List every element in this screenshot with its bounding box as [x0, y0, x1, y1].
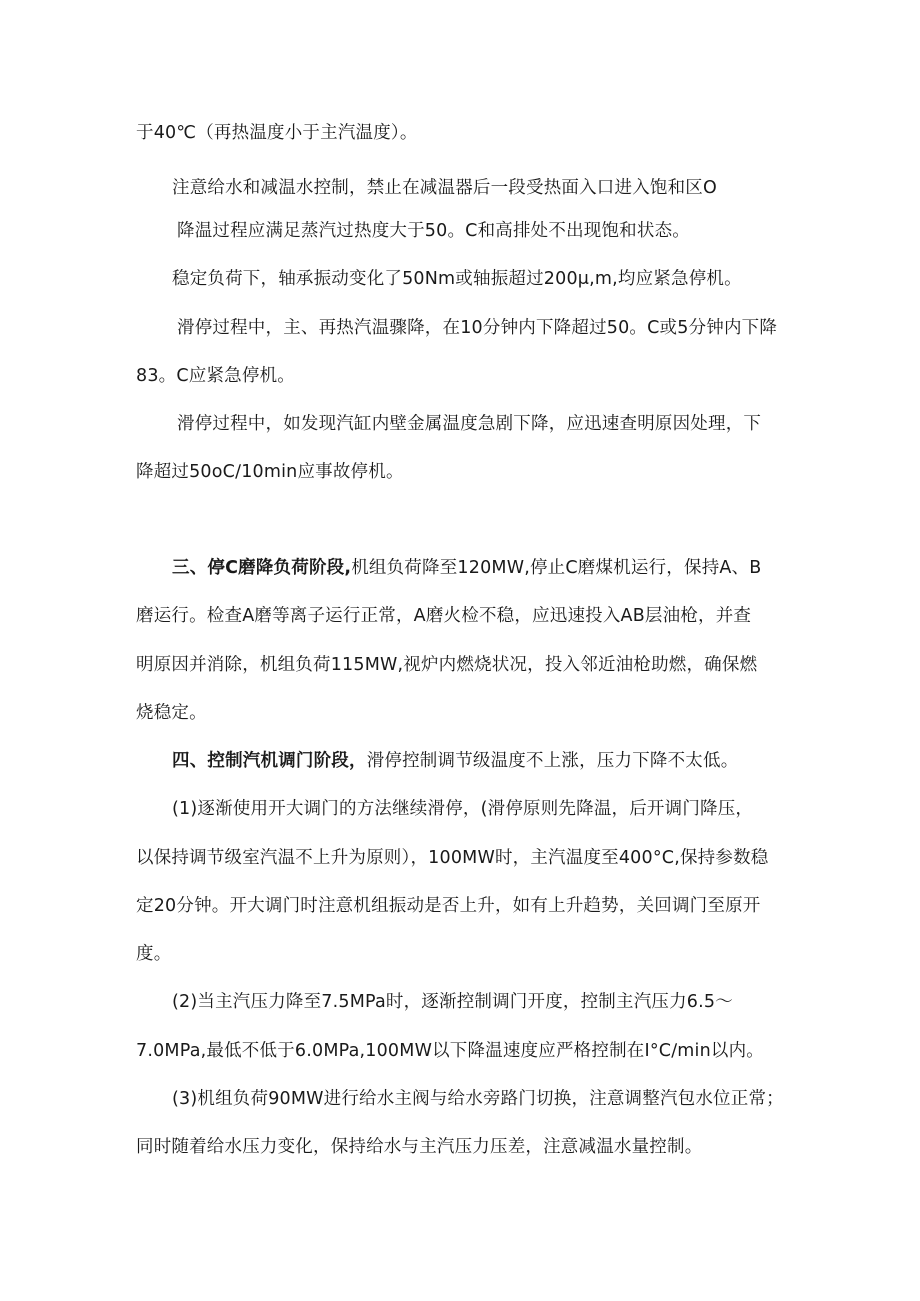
section-three-heading: 三、停C磨降负荷阶段, [172, 558, 352, 578]
paragraph-line: 降温过程应满足蒸汽过热度大于50。C和高排处不出现饱和状态。 [177, 221, 690, 241]
paragraph-line: 以保持调节级室汽温不上升为原则），100MW时，主汽温度至400°C,保持参数稳 [136, 848, 769, 868]
paragraph-line: 滑停过程中，如发现汽缸内壁金属温度急剧下降，应迅速查明原因处理，下 [177, 414, 762, 434]
paragraph-line: 同时随着给水压力变化，保持给水与主汽压力压差，注意减温水量控制。 [136, 1137, 703, 1157]
paragraph-line: (2)当主汽压力降至7.5MPa时，逐渐控制调门开度，控制主汽压力6.5〜 [172, 992, 733, 1012]
paragraph-line: 稳定负荷下，轴承振动变化了50Nm或轴振超过200μ,m,均应紧急停机。 [172, 269, 742, 289]
paragraph-line: 7.0MPa,最低不低于6.0MPa,100MW以下降温速度应严格控制在I°C∕min以内。 [136, 1041, 764, 1061]
section-three-text: 机组负荷降至120MW,停止C磨煤机运行，保持A、B [351, 558, 762, 578]
section-four-line [172, 749, 738, 773]
paragraph-line: 度。 [136, 944, 172, 964]
paragraph-line: 滑停过程中，主、再热汽温骤降，在10分钟内下降超过50。C或5分钟内下降 [177, 318, 778, 338]
section-three-line [172, 556, 761, 580]
paragraph-line: 降超过50oC∕10min应事故停机。 [136, 462, 404, 482]
section-four-text: 滑停控制调节级温度不上涨，压力下降不太低。 [366, 751, 739, 771]
paragraph-line: 烧稳定。 [136, 703, 207, 723]
paragraph-line: 于40℃（再热温度小于主汽温度）。 [136, 123, 418, 143]
paragraph-line: (3)机组负荷90MW进行给水主阀与给水旁路门切换，注意调整汽包水位正常； [172, 1089, 784, 1109]
paragraph-line: 83。C应紧急停机。 [136, 366, 295, 386]
paragraph-line: 定20分钟。开大调门时注意机组振动是否上升，如有上升趋势，关回调门至原开 [136, 896, 761, 916]
paragraph-line: (1)逐渐使用开大调门的方法继续滑停，(滑停原则先降温，后开调门降压， [172, 799, 754, 819]
paragraph-line: 注意给水和减温水控制，禁止在减温器后一段受热面入口进入饱和区O [172, 178, 717, 198]
section-four-heading: 四、控制汽机调门阶段， [172, 751, 367, 771]
paragraph-line: 明原因并消除，机组负荷115MW,视炉内燃烧状况，投入邻近油枪助燃，确保燃 [136, 655, 758, 675]
paragraph-line: 磨运行。检查A磨等离子运行正常，A磨火检不稳，应迅速投入AB层油枪，并查 [136, 606, 752, 626]
